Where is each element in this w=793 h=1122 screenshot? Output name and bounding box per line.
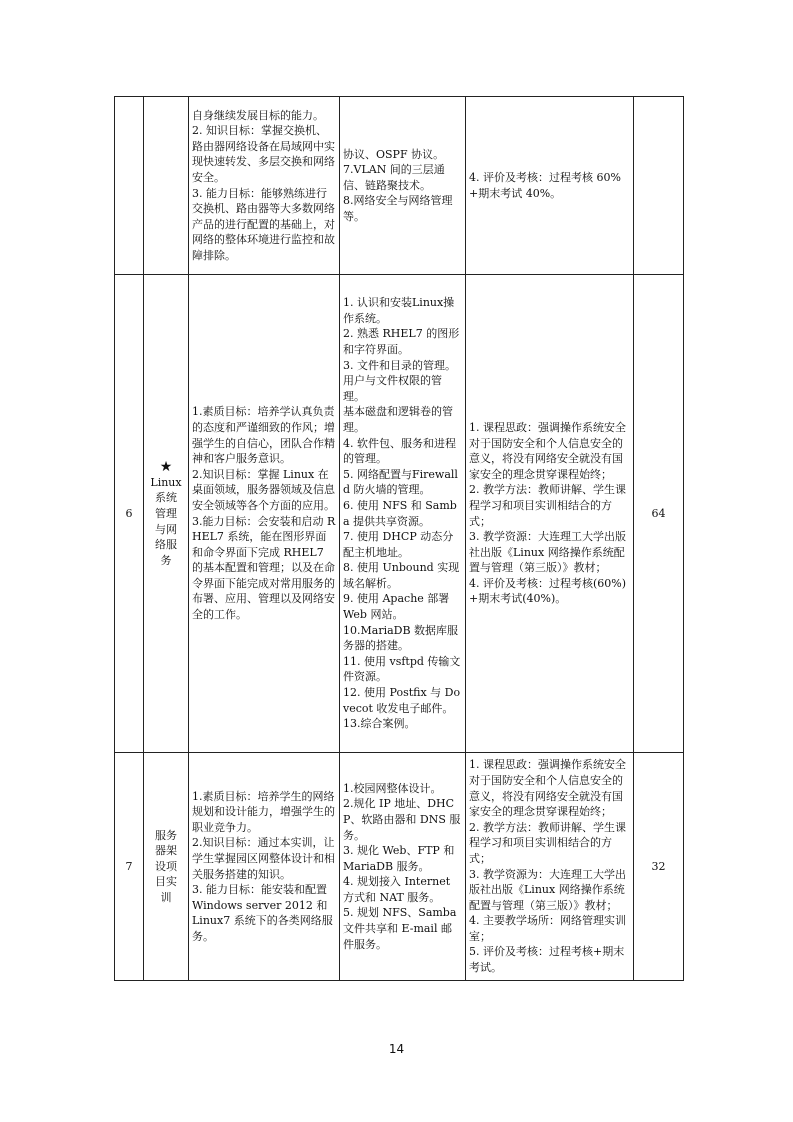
content-line: 4. 软件包、服务和进程的管理。: [343, 436, 456, 466]
content-line: 3. 文件和目录的管理。用户与文件权限的管理。: [343, 358, 456, 403]
content-line: 8.网络安全与网络管理等。: [343, 194, 453, 223]
row-number-cell: 7: [115, 753, 144, 981]
requirements-cell: [466, 753, 634, 981]
table-row: [115, 275, 684, 753]
course-name-cell: [144, 97, 189, 275]
content-line: 6. 使用 NFS 和 Samba 提供共享资源。: [343, 498, 457, 528]
course-name-cell: [144, 275, 189, 753]
hours-cell: [634, 97, 684, 275]
objective-line: 1.素质目标：培养学生的网络规划和设计能力，增强学生的职业竞争力。: [192, 789, 335, 834]
requirement-line: 2. 教学方法：教师讲解、学生课程学习和项目实训相结合的方式；: [469, 820, 626, 865]
objectives-cell: [189, 275, 340, 753]
requirement-line: 3. 教学资源：大连理工大学出版社出版《Linux 网络操作系统配置与管理（第三版）》教材；: [469, 530, 626, 575]
content-line: 1. 认识和安装Linux操作系统。: [343, 296, 455, 325]
objectives-cell: [189, 97, 340, 275]
course-name-line: 服务: [155, 828, 177, 842]
content-line: 4. 规划接入 Internet 方式和 NAT 服务。: [343, 875, 451, 904]
requirement-line: 4. 评价及考核：过程考核(60%)+期末考试(40%)。: [469, 576, 627, 606]
content-line: 7. 使用 DHCP 动态分配主机地址。: [343, 530, 454, 559]
star-icon: ★: [159, 458, 173, 475]
content-line: 协议、OSPF 协议。: [343, 147, 445, 161]
curriculum-table: [114, 96, 684, 981]
table-row: [115, 753, 684, 981]
content-line: 3. 规化 Web、FTP 和 MariaDB 服务。: [343, 844, 455, 873]
objective-line: 3. 能力目标：能安装和配置 Windows server 2012 和 Linux7 系统下的各类网络服务。: [192, 883, 333, 943]
content-line: 8. 使用 Unbound 实现域名解析。: [343, 561, 460, 590]
content-line: 2.规化 IP 地址、DHCP、软路由器和 DNS 服务。: [343, 797, 461, 842]
content-line: 7.VLAN 间的三层通信、链路聚技术。: [343, 163, 445, 192]
content-line: 11. 使用 vsftpd 传输文件资源。: [343, 654, 461, 684]
course-name-line: 器架: [155, 844, 177, 858]
objectives-cell: [189, 753, 340, 981]
content-line: 5. 网络配置与Firewalld 防火墙的管理。: [343, 467, 458, 497]
table-row: [115, 97, 684, 275]
course-name-line: 务: [160, 553, 172, 567]
content-cell: [340, 753, 466, 981]
requirement-line: 2. 教学方法：教师讲解、学生课程学习和项目实训相结合的方式；: [469, 483, 626, 528]
course-name-line: 系统: [155, 491, 177, 505]
requirement-line: 1. 课程思政：强调操作系统安全对于国防安全和个人信息安全的意义，将没有网络安全就没有国家安全的理念贯穿课程始终；: [469, 758, 626, 819]
course-name-line: 与网: [155, 522, 177, 536]
course-name-line: Linux: [150, 475, 182, 489]
content-line: 2. 熟悉 RHEL7 的图形和字符界面。: [343, 327, 460, 356]
objective-line: 自身继续发展目标的能力。: [192, 108, 324, 122]
row-number-cell: [115, 97, 144, 275]
requirements-cell: [466, 275, 634, 753]
content-line: 13.综合案例。: [343, 717, 416, 731]
content-cell: [340, 275, 466, 753]
objective-line: 2. 知识目标：掌握交换机、路由器网络设备在局域网中实现快速转发、多层交换和网络安全。: [192, 124, 335, 184]
content-line: 12. 使用 Postfix 与 Dovecot 收发电子邮件。: [343, 686, 461, 715]
requirement-line: 4. 主要教学场所：网络管理实训室；: [469, 914, 626, 943]
requirement-line: 4. 评价及考核：过程考核 60%+期末考试 40%。: [469, 170, 621, 200]
course-name-line: 设项: [155, 859, 177, 873]
requirement-line: 1. 课程思政：强调操作系统安全对于国防安全和个人信息安全的意义，将没有网络安全就没有国家安全的理念贯穿课程始终；: [469, 420, 626, 481]
objective-line: 2.知识目标：通过本实训，让学生掌握园区网整体设计和相关服务搭建的知识。: [192, 836, 335, 881]
course-name-cell: [144, 753, 189, 981]
hours-cell: 32: [634, 753, 684, 981]
hours-cell: 64: [634, 275, 684, 753]
course-name-line: 络服: [155, 538, 177, 552]
content-line: 1.校园网整体设计。: [343, 781, 442, 795]
row-number-cell: 6: [115, 275, 144, 753]
requirement-line: 3. 教学资源为：大连理工大学出版社出版《Linux 网络操作系统配置与管理（第三版）》教材；: [469, 867, 626, 912]
content-line: 9. 使用 Apache 部署 Web 网站。: [343, 592, 450, 622]
requirements-cell: [466, 97, 634, 275]
page-number: 14: [388, 1042, 405, 1056]
course-name-line: 管理: [155, 506, 177, 520]
requirement-line: 5. 评价及考核：过程考核+期末考试。: [469, 945, 625, 975]
content-cell: [340, 97, 466, 275]
objective-line: 1.素质目标：培养学认真负责的态度和严谨细致的作风；增强学生的自信心，团队合作精神和客户服务意识。: [192, 405, 335, 466]
content-line: 基本磁盘和逻辑卷的管理。: [343, 405, 453, 434]
course-name-line: 目实: [155, 875, 177, 889]
content-line: 5. 规划 NFS、Samba 文件共享和 E-mail 邮件服务。: [343, 906, 457, 951]
objective-line: 3. 能力目标：能够熟练进行交换机、路由器等大多数网络产品的进行配置的基础上，对网络的整体环境进行监控和故障排除。: [192, 186, 335, 262]
objective-line: 3.能力目标：会安装和启动 RHEL7 系统，能在图形界面和命令界面下完成 RHEL7 的基本配置和管理；以及在命令界面下能完成对常用服务的布署、应用、管理以及网络安全的工作。: [192, 514, 336, 622]
content-line: 10.MariaDB 数据库服务器的搭建。: [343, 623, 459, 653]
objective-line: 2.知识目标：掌握 Linux 在桌面领域，服务器领域及信息安全领域等各个方面的应用。: [192, 467, 335, 512]
course-name-line: 训: [160, 890, 172, 904]
